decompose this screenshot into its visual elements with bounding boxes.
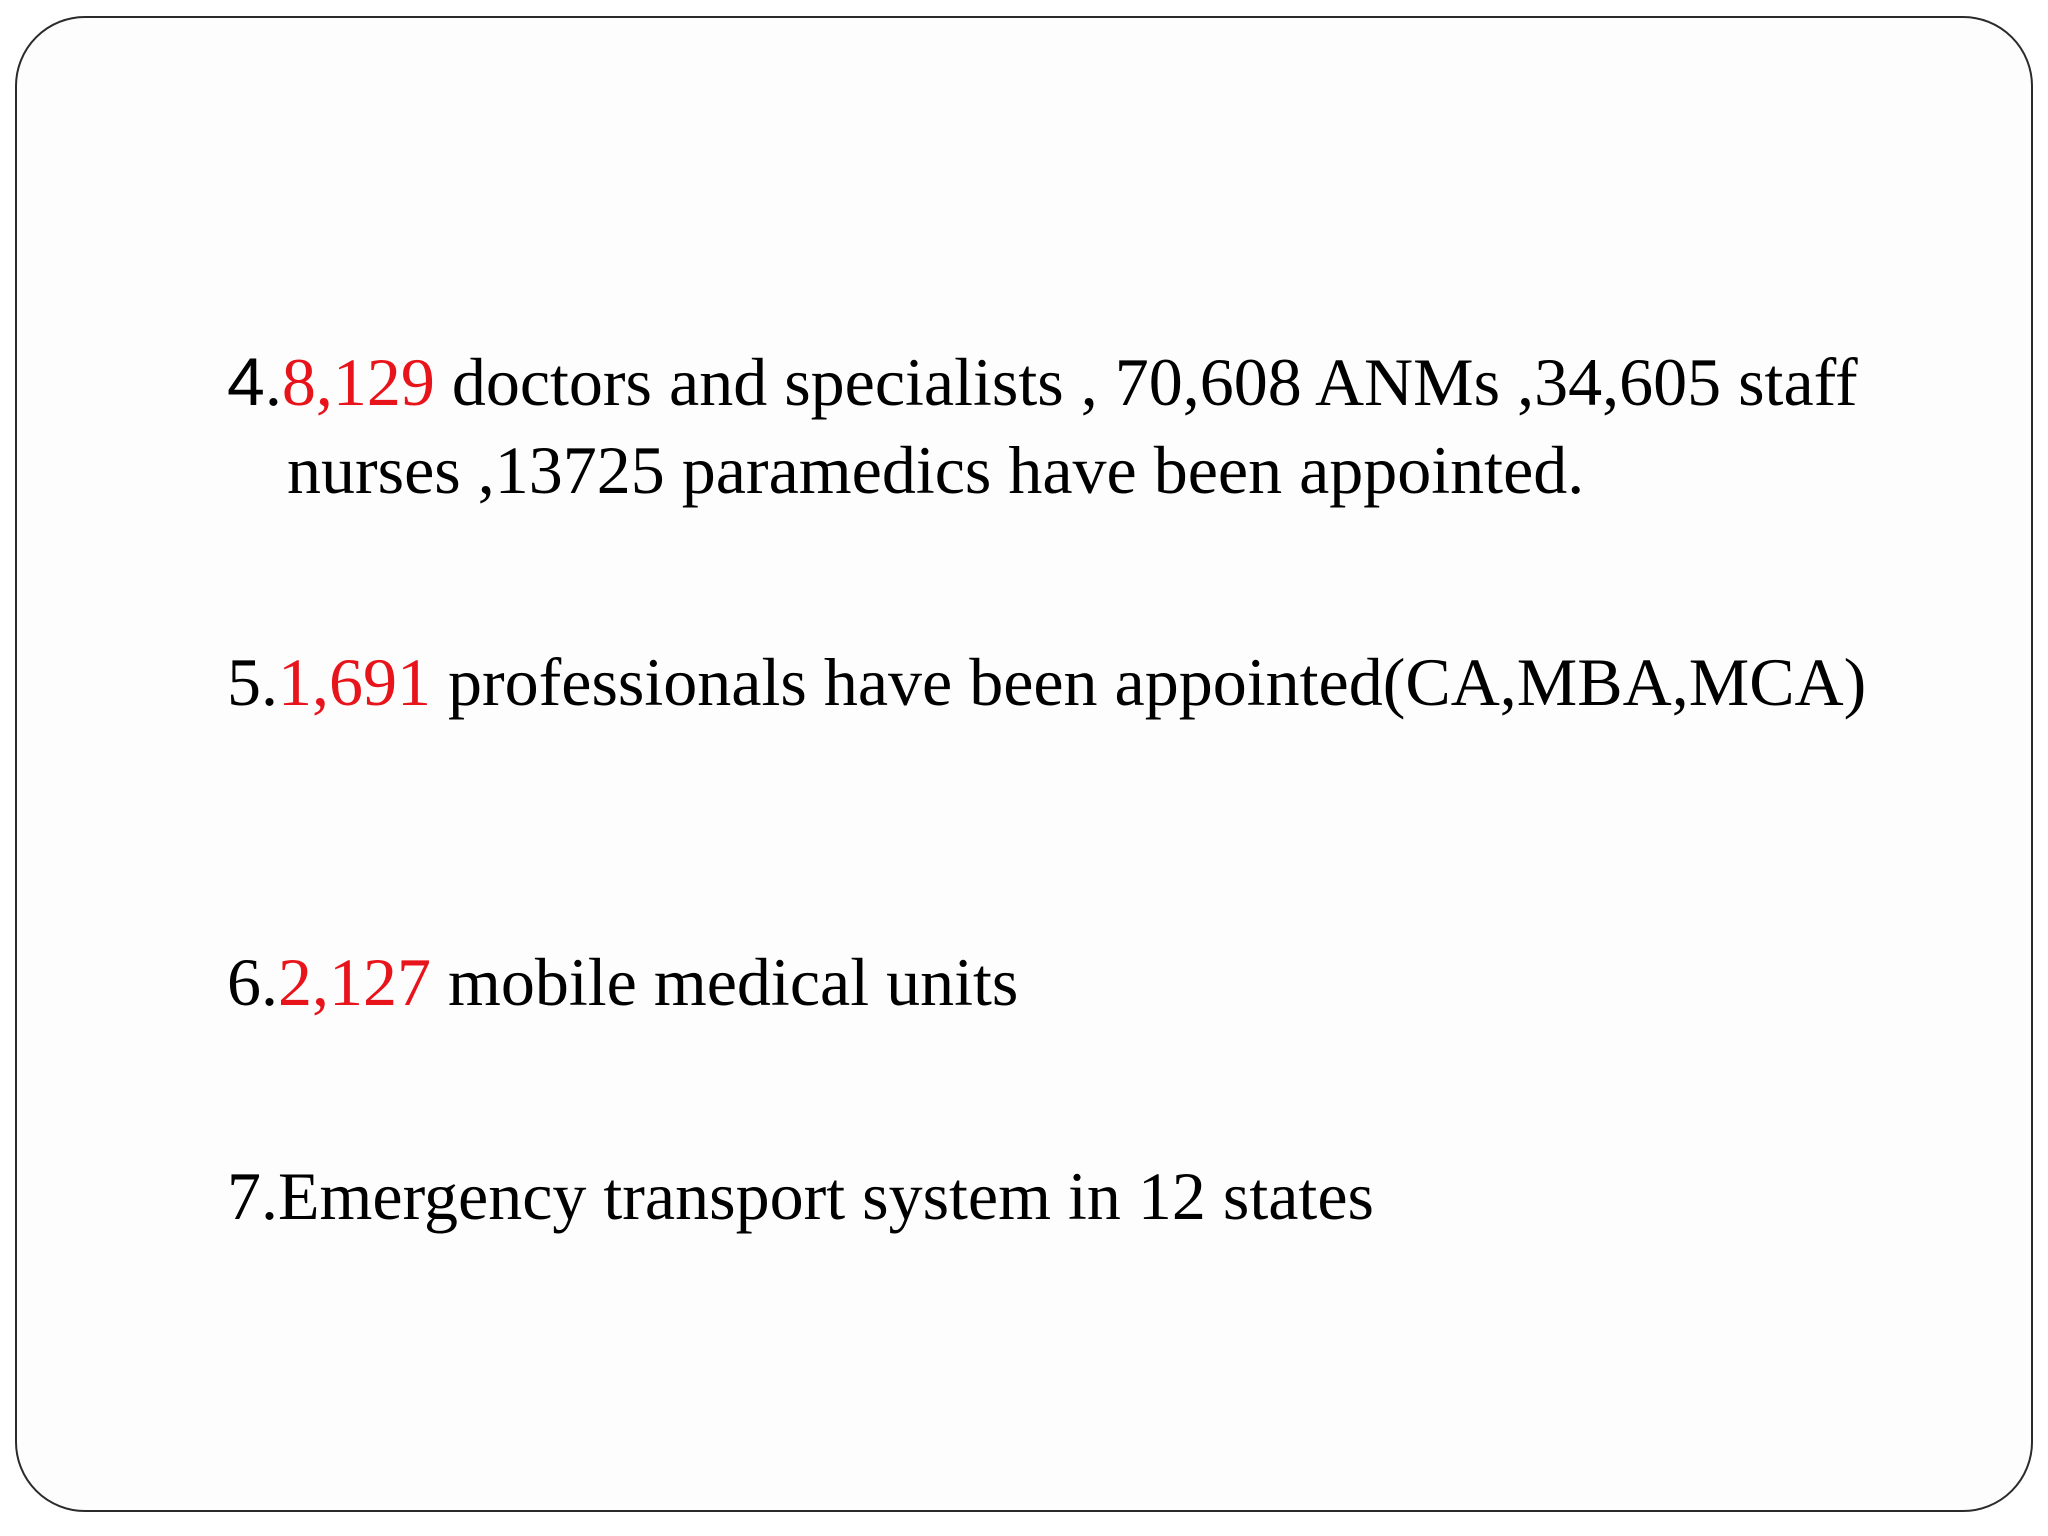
list-item-7	[227, 1152, 1947, 1240]
list-item-text: Emergency transport system in 12 states	[278, 1158, 1374, 1234]
highlight-value: 8,129	[281, 344, 435, 420]
list-item-text: doctors and specialists , 70,608 ANMs ,34,605 staff nurses ,13725 paramedics have been appointed.	[287, 344, 1858, 508]
list-item-number: 4	[227, 344, 265, 420]
list-item-separator: .	[264, 344, 282, 420]
list-item-number: 5.	[227, 644, 278, 720]
list-item-4	[227, 338, 1947, 514]
list-item-5	[227, 638, 1947, 726]
list-item-text: mobile medical units	[431, 944, 1019, 1020]
highlight-value: 1,691	[278, 644, 431, 720]
list-item-text: professionals have been appointed(CA,MBA,MCA)	[431, 644, 1867, 720]
list-item-number: 6.	[227, 944, 278, 1020]
list-item-6	[227, 938, 1947, 1026]
highlight-value: 2,127	[278, 944, 431, 1020]
list-item-number: 7.	[227, 1158, 278, 1234]
